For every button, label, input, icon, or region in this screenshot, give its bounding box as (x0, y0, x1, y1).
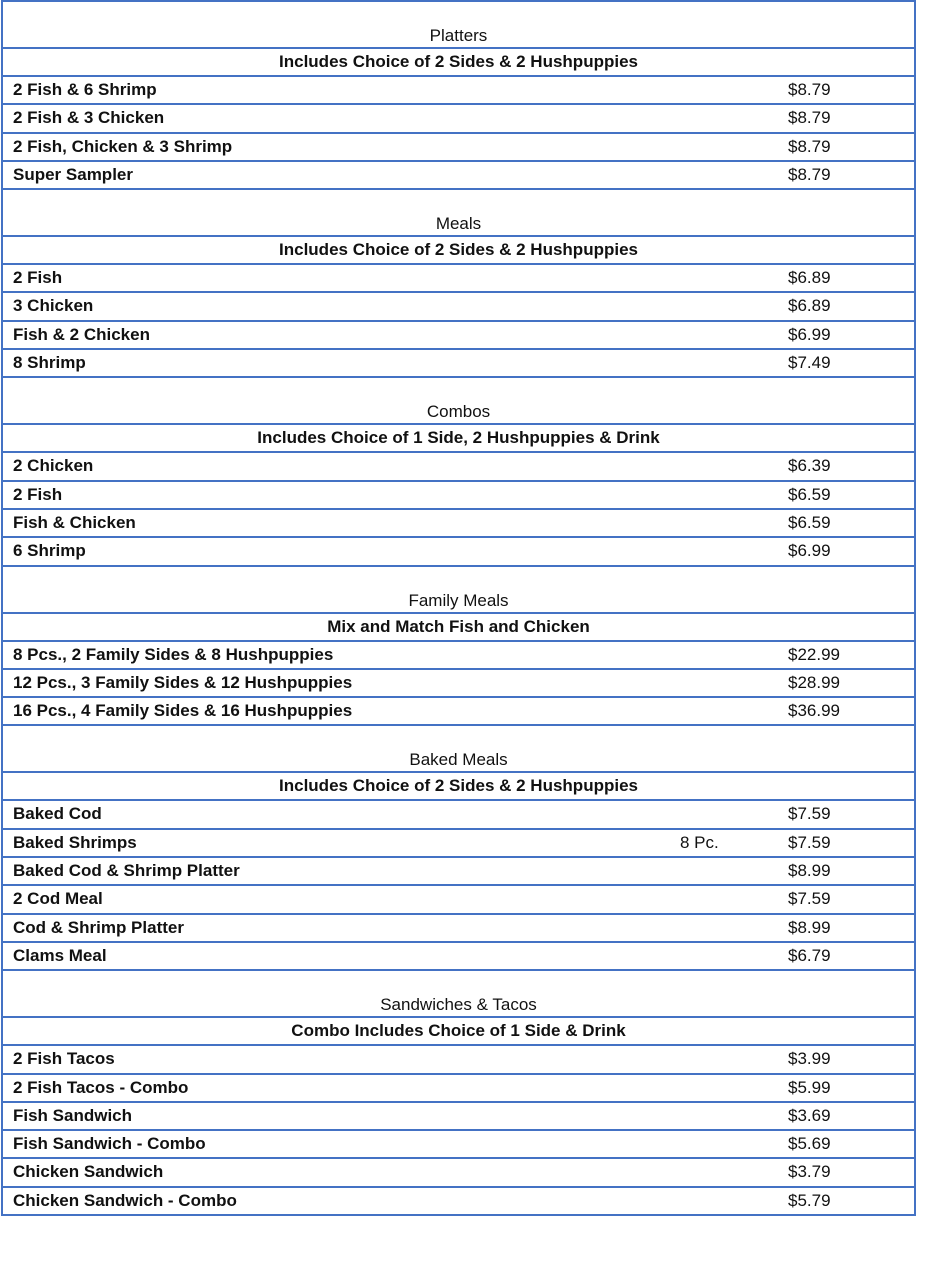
item-name: Fish Sandwich - Combo (13, 1134, 206, 1154)
item-price: $36.99 (788, 701, 840, 721)
item-name: Fish Sandwich (13, 1105, 133, 1125)
menu-item-row (3, 1131, 914, 1159)
menu-item-row (3, 642, 914, 670)
menu-item-row (3, 1159, 914, 1187)
menu-item-row (3, 1046, 914, 1074)
section-combos (3, 378, 914, 566)
section-title: Baked Meals (3, 726, 914, 773)
menu-item-row (3, 134, 914, 162)
item-name: Baked Cod (13, 804, 102, 824)
menu-item-row (3, 482, 914, 510)
item-price: $6.99 (788, 541, 831, 561)
item-price: $6.89 (788, 296, 831, 316)
item-name: 16 Pcs., 4 Family Sides & 16 Hushpuppies (13, 701, 353, 721)
item-price: $3.69 (788, 1105, 831, 1125)
menu-table (1, 0, 916, 1216)
menu-item-row (3, 858, 914, 886)
item-price: $6.89 (788, 268, 831, 288)
item-name: Clams Meal (13, 945, 107, 965)
menu-item-row (3, 105, 914, 133)
menu-item-row (3, 801, 914, 829)
item-name: 6 Shrimp (13, 541, 86, 561)
item-name: 3 Chicken (13, 296, 94, 316)
item-price: $22.99 (788, 644, 840, 664)
section-subtitle: Includes Choice of 2 Sides & 2 Hushpuppies (3, 49, 914, 77)
section-title: Family Meals (3, 567, 914, 614)
section-title: Meals (3, 190, 914, 237)
item-price: $5.99 (788, 1077, 831, 1097)
item-price: $8.79 (788, 108, 831, 128)
section-title: Sandwiches & Tacos (3, 971, 914, 1018)
item-name: 2 Fish, Chicken & 3 Shrimp (13, 136, 233, 156)
section-subtitle: Includes Choice of 2 Sides & 2 Hushpuppies (3, 237, 914, 265)
item-price: $7.59 (788, 889, 831, 909)
menu-item-row (3, 943, 914, 971)
menu-item-row (3, 670, 914, 698)
section-family-meals (3, 567, 914, 727)
item-name: 2 Fish & 3 Chicken (13, 108, 165, 128)
section-sandwiches-tacos (3, 971, 914, 1216)
item-name: 2 Cod Meal (13, 889, 103, 909)
section-title: Platters (3, 2, 914, 49)
menu-item-row (3, 538, 914, 566)
item-name: 2 Fish (13, 268, 63, 288)
item-name: 12 Pcs., 3 Family Sides & 12 Hushpuppies (13, 672, 353, 692)
item-note: 8 Pc. (680, 832, 719, 852)
item-price: $28.99 (788, 672, 840, 692)
item-price: $6.99 (788, 324, 831, 344)
item-price: $6.59 (788, 512, 831, 532)
item-price: $8.79 (788, 164, 831, 184)
item-price: $6.39 (788, 456, 831, 476)
item-price: $7.59 (788, 804, 831, 824)
item-name: Cod & Shrimp Platter (13, 917, 184, 937)
menu-item-row (3, 77, 914, 105)
item-price: $6.59 (788, 484, 831, 504)
item-name: 2 Fish Tacos (13, 1049, 115, 1069)
menu-item-row (3, 293, 914, 321)
item-price: $5.69 (788, 1134, 831, 1154)
item-price: $6.79 (788, 945, 831, 965)
item-price: $7.49 (788, 353, 831, 373)
section-title: Combos (3, 378, 914, 425)
section-platters (3, 2, 914, 190)
item-price: $5.79 (788, 1190, 831, 1210)
item-name: Chicken Sandwich - Combo (13, 1190, 237, 1210)
menu-item-row (3, 1103, 914, 1131)
item-name: Baked Cod & Shrimp Platter (13, 861, 240, 881)
item-name: 2 Fish (13, 484, 63, 504)
item-name: 8 Shrimp (13, 353, 86, 373)
item-price: $3.99 (788, 1049, 831, 1069)
item-price: $8.79 (788, 80, 831, 99)
menu-item-row (3, 698, 914, 726)
item-name: Fish & 2 Chicken (13, 324, 150, 344)
section-meals (3, 190, 914, 378)
menu-item-row (3, 322, 914, 350)
item-price: $8.79 (788, 136, 831, 156)
item-name: Baked Shrimps (13, 832, 137, 852)
section-subtitle: Includes Choice of 2 Sides & 2 Hushpuppies (3, 773, 914, 801)
item-name: 2 Fish & 6 Shrimp (13, 80, 157, 99)
section-baked-meals (3, 726, 914, 971)
menu-item-row (3, 453, 914, 481)
item-name: Super Sampler (13, 164, 133, 184)
menu-item-row (3, 915, 914, 943)
item-name: Fish & Chicken (13, 512, 136, 532)
item-name: 2 Chicken (13, 456, 94, 476)
item-price: $8.99 (788, 917, 831, 937)
menu-item-row (3, 510, 914, 538)
item-price: $3.79 (788, 1162, 831, 1182)
menu-item-row (3, 1075, 914, 1103)
menu-item-row (3, 886, 914, 914)
section-subtitle: Includes Choice of 1 Side, 2 Hushpuppies & Drink (3, 425, 914, 453)
menu-item-row (3, 265, 914, 293)
item-name: 8 Pcs., 2 Family Sides & 8 Hushpuppies (13, 644, 334, 664)
menu-item-row (3, 1188, 914, 1216)
item-price: $8.99 (788, 861, 831, 881)
menu-item-row (3, 830, 914, 858)
menu-item-row (3, 162, 914, 190)
menu-item-row (3, 350, 914, 378)
section-subtitle: Combo Includes Choice of 1 Side & Drink (3, 1018, 914, 1046)
item-price: $7.59 (788, 832, 831, 852)
section-subtitle: Mix and Match Fish and Chicken (3, 614, 914, 642)
item-name: 2 Fish Tacos - Combo (13, 1077, 189, 1097)
item-name: Chicken Sandwich (13, 1162, 164, 1182)
